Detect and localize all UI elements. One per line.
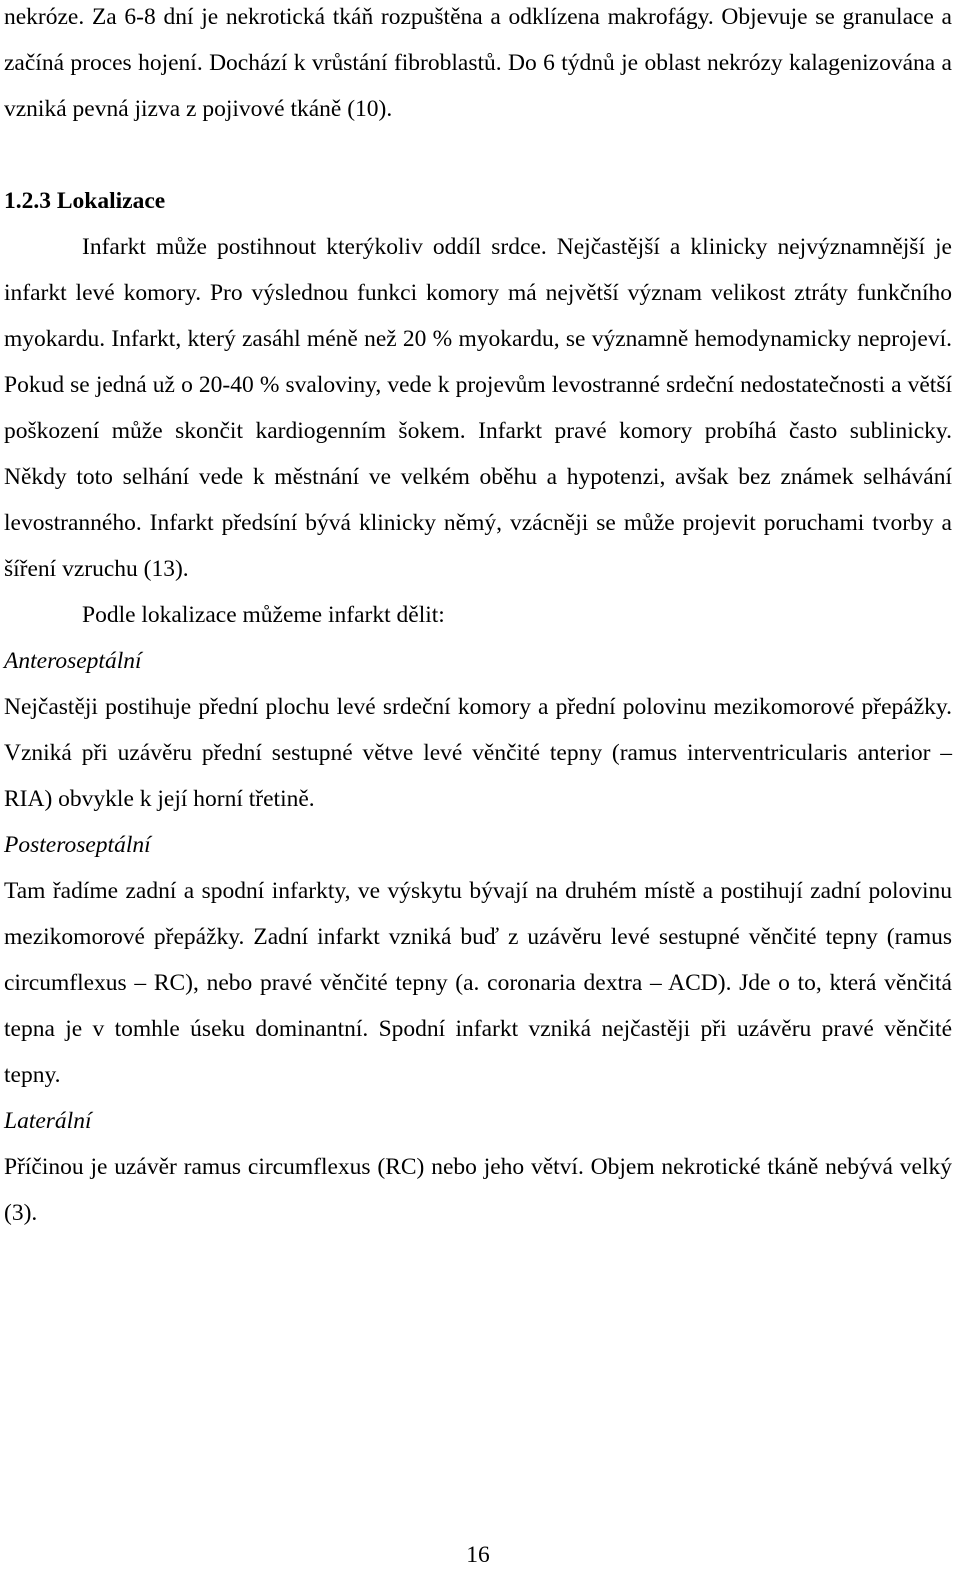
subsection-title-posteroseptal: Posteroseptální: [4, 832, 151, 858]
document-page: [4, 0, 952, 1236]
subsection-text-lateral: Příčinou je uzávěr ramus circumflexus (RC) nebo jeho větví. Objem nekrotické tkáně nebývá velký (3).: [4, 1154, 952, 1226]
section-title: Lokalizace: [56, 188, 166, 214]
intro-paragraph: nekróze. Za 6-8 dní je nekrotická tkáň rozpuštěna a odklízena makrofágy. Objevuje se granulace a začíná proces hojení. Dochází k vrůstání fibroblastů. Do 6 týdnů je oblast nekrózy kalagenizována a vzniká pevná jizva z pojivové tkáně (10).: [4, 4, 952, 122]
section-paragraph-2: Podle lokalizace můžeme infarkt dělit:: [82, 602, 445, 628]
section-number: 1.2.3: [4, 188, 51, 214]
section-paragraph-1: Infarkt může postihnout kterýkoliv oddíl srdce. Nejčastější a klinicky nejvýznamnější je infarkt levé komory. Pro výslednou funkci komory má největší význam velikost ztráty funkčního myokardu. Infarkt, který zasáhl méně než 20 % myokardu, se významně hemodynamicky neprojeví. Pokud se jedná už o 20-40 % svaloviny, vede k projevům levostranné srdeční nedostatečnosti a větší poškození může skončit kardiogenním šokem. Infarkt pravé komory probíhá často sublinicky. Někdy toto selhání vede k městnání ve velkém oběhu a hypotenzi, avšak bez známek selhávání levostranného. Infarkt předsíní bývá klinicky němý, vzácněji se může projevit poruchami tvorby a šíření vzruchu (13).: [4, 234, 952, 582]
subsection-text-posteroseptal: Tam řadíme zadní a spodní infarkty, ve výskytu bývají na druhém místě a postihují zadní polovinu mezikomorové přepážky. Zadní infarkt vzniká buď z uzávěru levé sestupné věnčité tepny (ramus circumflexus – RC), nebo pravé věnčité tepny (a. coronaria dextra – ACD). Jde o to, která věnčitá tepna je v tomhle úseku dominantní. Spodní infarkt vzniká nejčastěji při uzávěru pravé věnčité tepny.: [4, 878, 952, 1088]
subsection-text-anteroseptal: Nejčastěji postihuje přední plochu levé srdeční komory a přední polovinu mezikomorové přepážky. Vzniká při uzávěru přední sestupné větve levé věnčité tepny (ramus interventricularis anterior – RIA) obvykle k její horní třetině.: [4, 694, 952, 812]
subsection-title-anteroseptal: Anteroseptální: [4, 648, 142, 674]
subsection-title-lateral: Laterální: [4, 1108, 92, 1134]
page-number: 16: [466, 1542, 490, 1568]
section-heading: [4, 178, 952, 224]
